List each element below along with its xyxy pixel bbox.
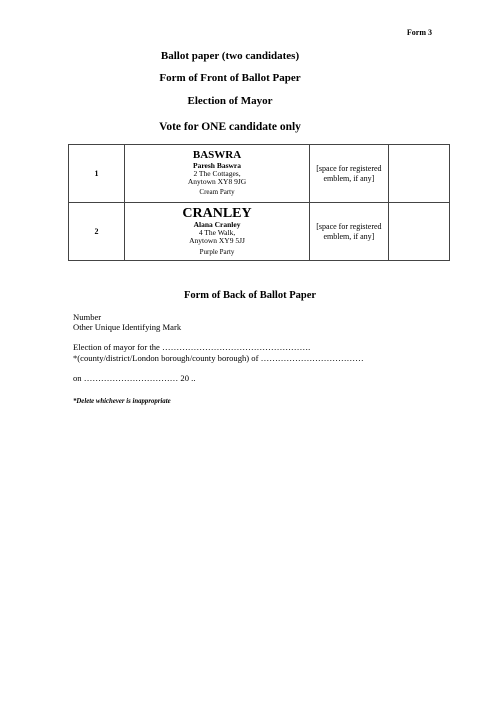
emblem-space: [space for registered emblem, if any] <box>310 203 389 261</box>
emblem-space: [space for registered emblem, if any] <box>310 145 389 203</box>
candidate-full-name: Alana Cranley <box>193 220 241 230</box>
vote-instruction: Vote for ONE candidate only <box>159 121 301 133</box>
candidate-surname: BASWRA <box>192 149 242 162</box>
election-heading: Election of Mayor <box>187 95 273 107</box>
election-for-line: Election of mayor for the ……………………………………………. <box>73 342 311 352</box>
back-form-heading: Form of Back of Ballot Paper <box>183 290 317 301</box>
date-line: on …………………………… 20 .. <box>73 373 196 383</box>
form-number: Form 3 <box>406 28 432 37</box>
candidate-address-line2: Anytown XY8 9JG <box>187 176 247 186</box>
candidate-address-line1: 4 The Walk, <box>198 228 236 238</box>
candidate-details <box>124 145 309 203</box>
candidate-surname: CRANLEY <box>182 205 252 221</box>
number-line: Number <box>73 312 102 322</box>
candidate-number: 1 <box>69 145 125 203</box>
candidate-address-line2: Anytown XY9 5JJ <box>189 236 245 246</box>
ballot-paper-heading: Ballot paper (two candidates) <box>160 50 300 62</box>
candidate-party: Cream Party <box>199 188 235 197</box>
candidate-number: 2 <box>69 203 125 261</box>
vote-box[interactable] <box>388 203 449 261</box>
authority-line: *(county/district/London borough/county borough) of ……………………………… <box>73 353 364 363</box>
candidate-party: Purple Party <box>199 247 235 256</box>
candidate-details <box>124 203 309 261</box>
candidate-full-name: Paresh Baswra <box>193 160 242 170</box>
vote-box[interactable] <box>388 145 449 203</box>
delete-note: *Delete whichever is inappropriate <box>73 398 171 405</box>
candidate-row <box>69 203 450 261</box>
candidate-row <box>69 145 450 203</box>
candidate-address-line1: 2 The Cottages, <box>193 168 241 178</box>
ballot-table <box>68 144 450 261</box>
front-form-heading: Form of Front of Ballot Paper <box>159 72 301 84</box>
unique-mark-line: Other Unique Identifying Mark <box>73 322 182 332</box>
